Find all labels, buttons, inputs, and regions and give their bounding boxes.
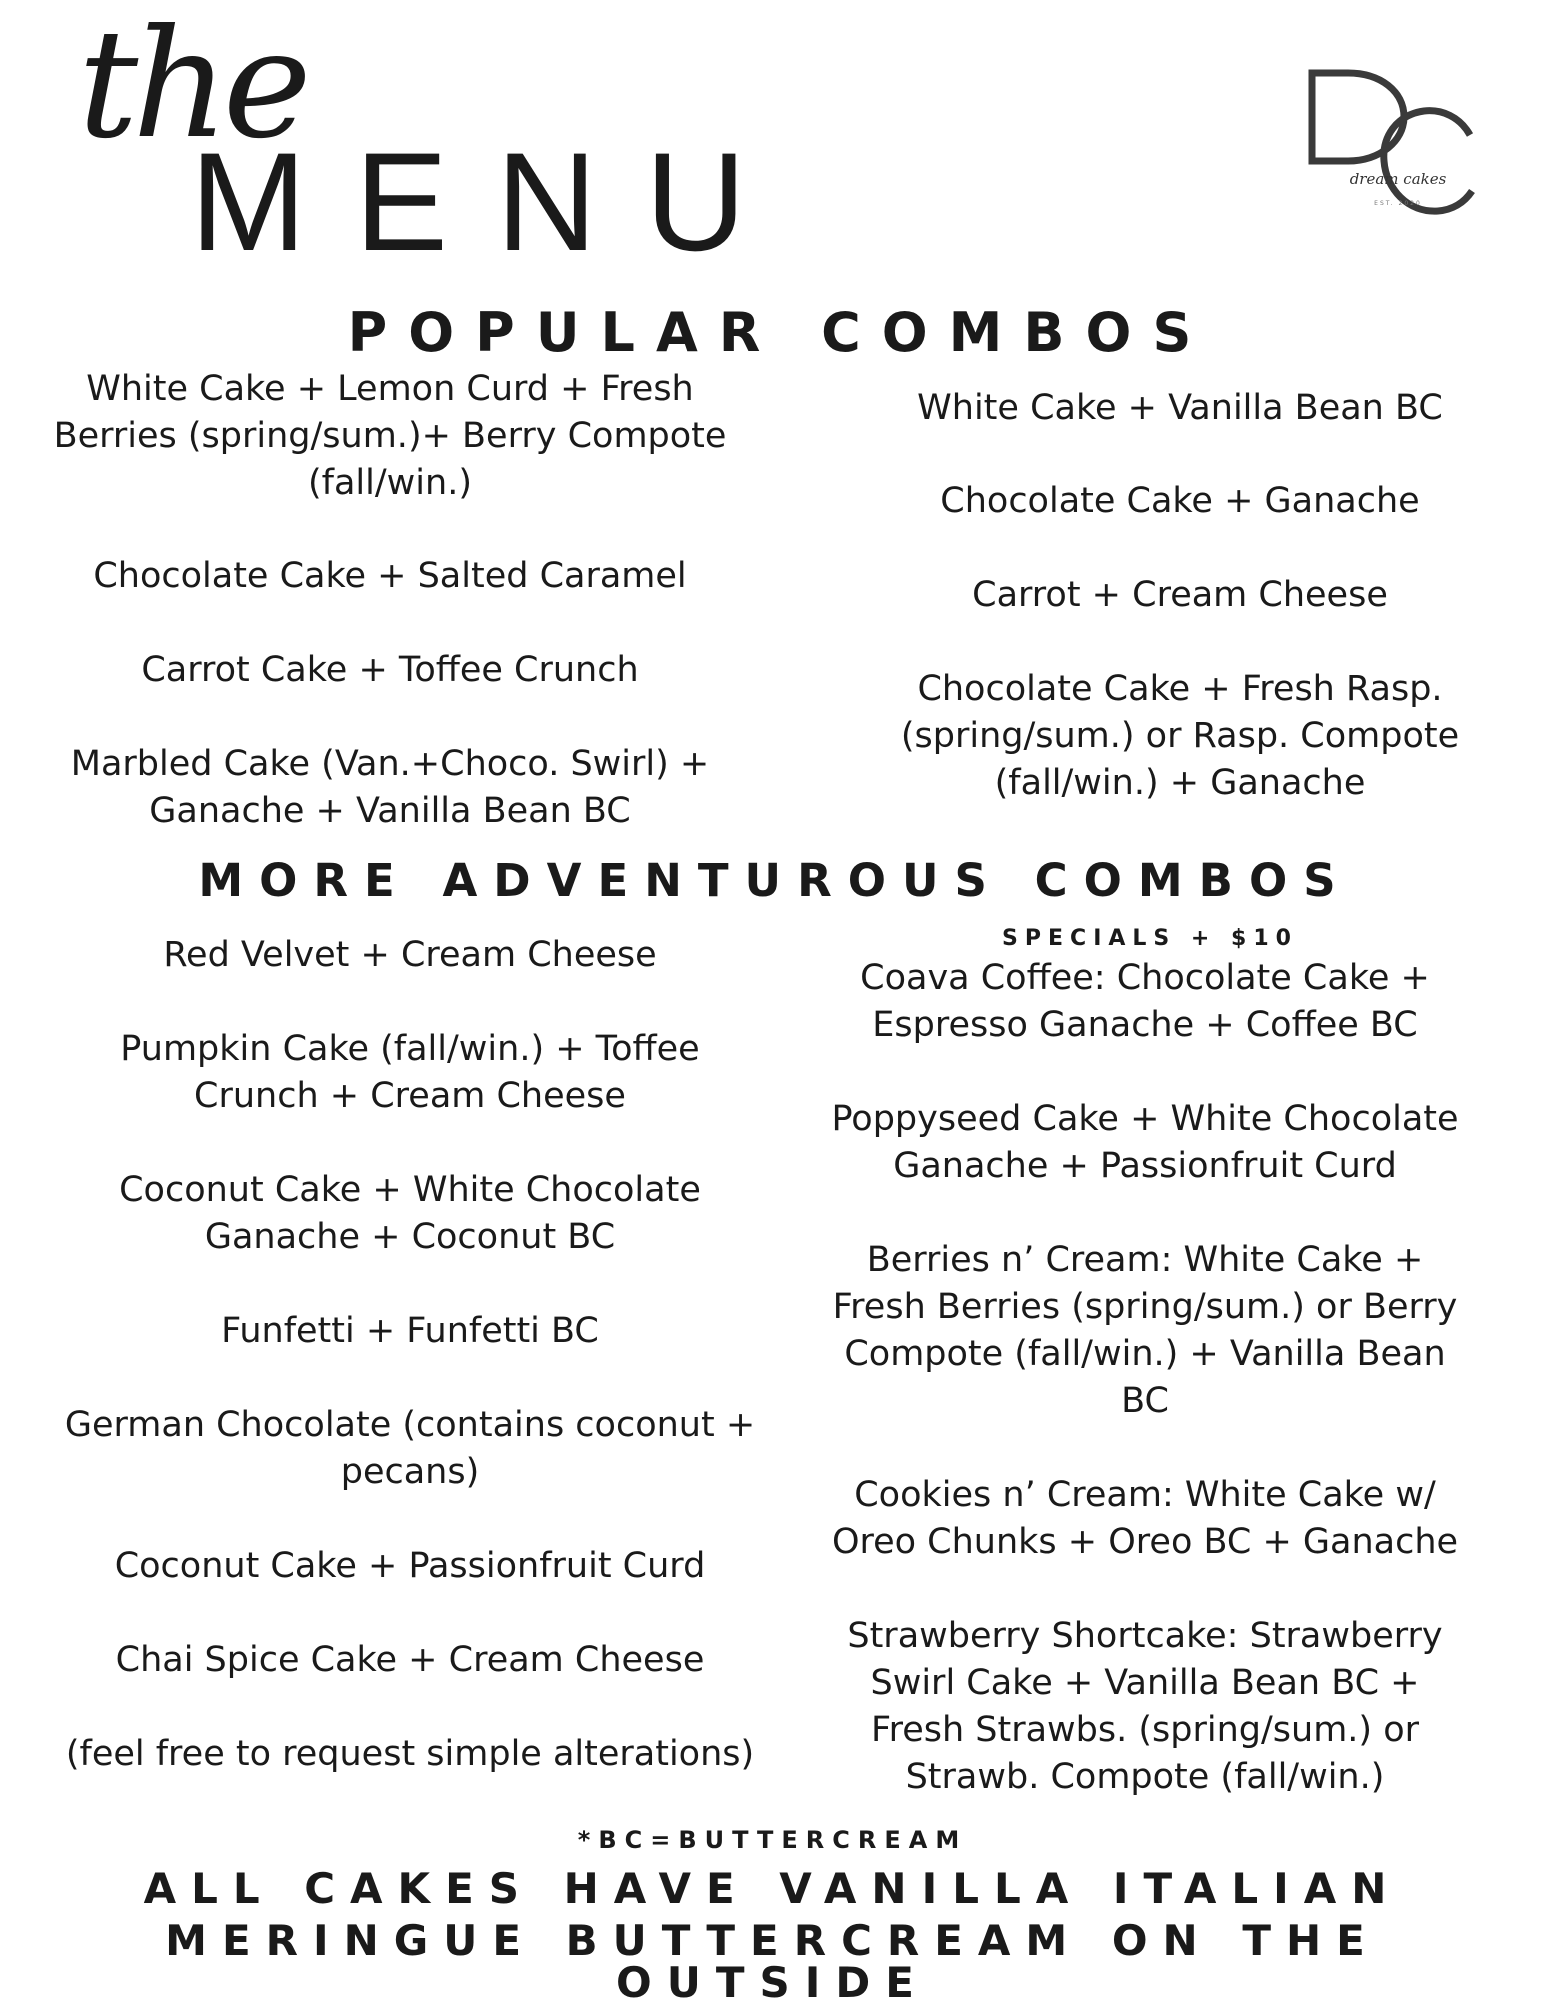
footer-line-2: MERINGUE BUTTERCREAM ON THE OUTSIDE — [165, 1916, 1380, 2007]
list-item: Coconut Cake + White Chocolate Ganache + Coconut BC — [119, 1170, 701, 1257]
list-item: Chocolate Cake + Fresh Rasp. (spring/sum.) or Rasp. Compote (fall/win.) + Ganache — [900, 669, 1460, 803]
list-item: German Chocolate (contains coconut + pecans) — [64, 1405, 756, 1492]
list-item: Carrot + Cream Cheese — [972, 575, 1388, 615]
the-script-word: the — [78, 0, 306, 172]
logo-tagline: EST. 2020 — [1374, 200, 1422, 207]
list-item: Red Velvet + Cream Cheese — [163, 935, 657, 975]
buttercream-note: *BC=BUTTERCREAM — [577, 1826, 968, 1854]
list-item: Poppyseed Cake + White Chocolate Ganache + Passionfruit Curd — [831, 1099, 1459, 1186]
list-item: Cookies n’ Cream: White Cake w/ Oreo Chunks + Oreo BC + Ganache — [831, 1475, 1459, 1562]
list-item: (feel free to request simple alterations) — [65, 1734, 755, 1774]
list-item: White Cake + Lemon Curd + Fresh Berries (spring/sum.)+ Berry Compote (fall/win.) — [53, 369, 727, 503]
list-item: Strawberry Shortcake: Strawberry Swirl Cake + Vanilla Bean BC + Fresh Strawbs. (spring/sum.) or Strawb. Compote (fall/win.) — [847, 1616, 1443, 1797]
specials-label: SPECIALS + $10 — [1002, 926, 1298, 951]
list-item: White Cake + Vanilla Bean BC — [917, 388, 1443, 428]
adventurous-combos-heading: MORE ADVENTUROUS COMBOS — [198, 854, 1352, 907]
popular-combos-heading: POPULAR COMBOS — [347, 301, 1213, 364]
list-item: Marbled Cake (Van.+Choco. Swirl) + Ganache + Vanilla Bean BC — [70, 744, 710, 831]
list-item: Berries n’ Cream: White Cake + Fresh Berries (spring/sum.) or Berry Compote (fall/win.) + Vanilla Bean BC — [832, 1240, 1458, 1421]
list-item: Carrot Cake + Toffee Crunch — [141, 650, 639, 690]
list-item: Pumpkin Cake (fall/win.) + Toffee Crunch + Cream Cheese — [120, 1029, 700, 1116]
list-item: Funfetti + Funfetti BC — [221, 1311, 599, 1351]
footer-line-1: ALL CAKES HAVE VANILLA ITALIAN — [143, 1864, 1402, 1913]
list-item: Chai Spice Cake + Cream Cheese — [115, 1640, 705, 1680]
logo-script-text: dream cakes — [1349, 170, 1447, 188]
dream-cakes-logo — [1300, 65, 1480, 235]
list-item: Coconut Cake + Passionfruit Curd — [114, 1546, 706, 1586]
list-item: Coava Coffee: Chocolate Cake + Espresso Ganache + Coffee BC — [860, 958, 1430, 1045]
page-title: MENU — [190, 123, 795, 280]
list-item: Chocolate Cake + Ganache — [940, 481, 1420, 521]
list-item: Chocolate Cake + Salted Caramel — [93, 556, 687, 596]
dc-monogram-icon — [1300, 65, 1480, 235]
